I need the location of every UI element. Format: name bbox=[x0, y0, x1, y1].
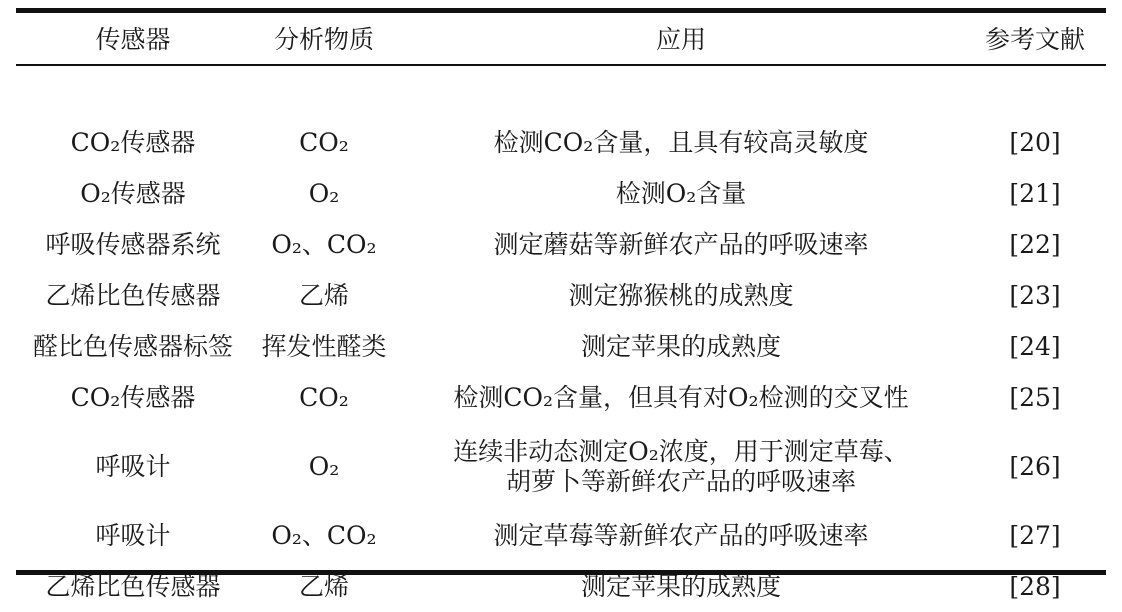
table-row bbox=[16, 117, 1106, 168]
header-sensor: 传感器 bbox=[95, 24, 171, 54]
reference-cell: [24] bbox=[1009, 331, 1061, 361]
application-line: 连续非动态测定O₂浓度，用于测定草莓、 bbox=[453, 436, 909, 466]
sensor-cell: CO₂传感器 bbox=[70, 127, 196, 157]
table-row bbox=[16, 372, 1106, 423]
table-row bbox=[16, 321, 1106, 372]
header-substance: 分析物质 bbox=[273, 24, 374, 54]
sensor-cell: CO₂传感器 bbox=[70, 382, 196, 412]
substance-cell: O₂、CO₂ bbox=[271, 520, 377, 550]
application-cell: 测定猕猴桃的成熟度 bbox=[568, 280, 794, 310]
sensor-cell: 呼吸传感器系统 bbox=[45, 229, 221, 259]
reference-cell: [20] bbox=[1009, 127, 1061, 157]
table-row bbox=[16, 423, 1106, 510]
substance-cell: CO₂ bbox=[299, 382, 349, 412]
header-application: 应用 bbox=[655, 24, 706, 54]
substance-cell: 乙烯 bbox=[298, 571, 349, 601]
table-body bbox=[16, 66, 1106, 612]
reference-cell: [26] bbox=[1009, 451, 1061, 481]
application-cell: 测定苹果的成熟度 bbox=[580, 571, 781, 601]
application-cell: 检测CO₂含量，但具有对O₂检测的交叉性 bbox=[453, 382, 909, 412]
reference-cell: [21] bbox=[1009, 178, 1061, 208]
header-reference: 参考文献 bbox=[984, 24, 1085, 54]
sensor-table bbox=[16, 13, 1106, 612]
application-cell: 测定蘑菇等新鲜农产品的呼吸速率 bbox=[493, 229, 869, 259]
table-row bbox=[16, 168, 1106, 219]
substance-cell: CO₂ bbox=[299, 127, 349, 157]
reference-cell: [23] bbox=[1009, 280, 1061, 310]
table-row bbox=[16, 219, 1106, 270]
application-cell bbox=[398, 423, 964, 510]
table-header bbox=[16, 13, 1106, 66]
sensor-cell: O₂传感器 bbox=[80, 178, 186, 208]
application-cell: 检测CO₂含量，且具有较高灵敏度 bbox=[493, 127, 869, 157]
substance-cell: 乙烯 bbox=[298, 280, 349, 310]
reference-cell: [22] bbox=[1009, 229, 1061, 259]
application-cell: 检测O₂含量 bbox=[615, 178, 747, 208]
substance-cell: O₂、CO₂ bbox=[271, 229, 377, 259]
table-row bbox=[16, 270, 1106, 321]
substance-cell: O₂ bbox=[308, 178, 340, 208]
substance-cell: 挥发性醛类 bbox=[261, 331, 387, 361]
sensor-cell: 呼吸计 bbox=[95, 451, 171, 481]
reference-cell: [28] bbox=[1009, 571, 1061, 601]
substance-cell: O₂ bbox=[308, 451, 340, 481]
sensor-cell: 呼吸计 bbox=[95, 520, 171, 550]
table-row bbox=[16, 510, 1106, 561]
sensor-cell: 乙烯比色传感器 bbox=[45, 280, 221, 310]
application-cell: 测定草莓等新鲜农产品的呼吸速率 bbox=[493, 520, 869, 550]
application-cell: 测定苹果的成熟度 bbox=[580, 331, 781, 361]
table-row bbox=[16, 561, 1106, 612]
sensor-cell: 醛比色传感器标签 bbox=[32, 331, 233, 361]
sensor-cell: 乙烯比色传感器 bbox=[45, 571, 221, 601]
reference-cell: [27] bbox=[1009, 520, 1061, 550]
reference-cell: [25] bbox=[1009, 382, 1061, 412]
application-line: 胡萝卜等新鲜农产品的呼吸速率 bbox=[505, 466, 856, 496]
